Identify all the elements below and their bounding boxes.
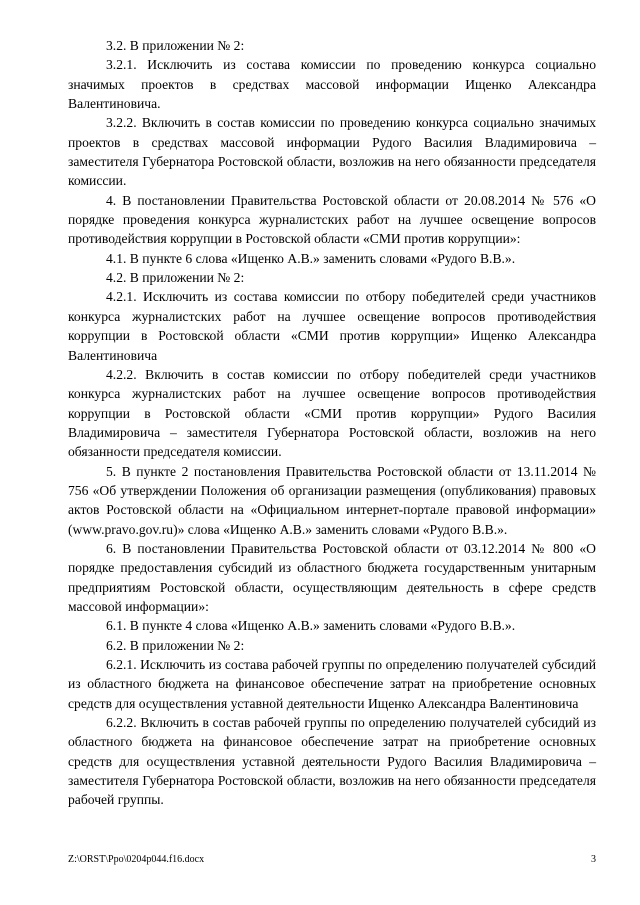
file-path: Z:\ORST\Ppo\0204p044.f16.docx — [68, 854, 205, 865]
page-number: 3 — [591, 854, 596, 865]
paragraph-6-2: 6.2. В приложении № 2: — [106, 637, 245, 653]
paragraph-4: 4. В постановлении Правительства Ростовской области от 20.08.2014 № 576 «О порядке проведения конкурса журналистских работ на лучшее освещение вопросов противодействия коррупции в Ростовской области «СМИ против коррупции»: — [68, 192, 596, 247]
paragraph-4-2: 4.2. В приложении № 2: — [106, 270, 245, 286]
document-body — [68, 36, 596, 810]
paragraph-3-2-2: 3.2.2. Включить в состав комиссии по проведению конкурса социально значимых проектов в средствах массовой информации Рудого Василия Владимировича – заместителя Губернатора Ростовской области, возложив на него обязанности председателя комиссии. — [68, 115, 596, 189]
paragraph-3-2-1: 3.2.1. Исключить из состава комиссии по проведению конкурса социально значимых проектов в средствах массовой информации Ищенко Александра Валентиновича. — [68, 57, 596, 112]
paragraph-6-2-2: 6.2.2. Включить в состав рабочей группы по определению получателей субсидий из областного бюджета на финансовое обеспечение затрат на приобретение основных средств для осуществления уставной деятельности Рудого Василия Владимировича – заместителя Губернатора Ростовской области, возложив на него обязанности председателя рабочей группы. — [68, 715, 596, 808]
paragraph-5: 5. В пункте 2 постановления Правительства Ростовской области от 13.11.2014 № 756 «Об утверждении Положения об организации размещения (опубликования) правовых актов Ростовской области на «Официальном интернет-портале правовой информации» (www.pravo.gov.ru)» слова «Ищенко А.В.» заменить словами «Рудого В.В.». — [68, 463, 596, 537]
paragraph-4-1: 4.1. В пункте 6 слова «Ищенко А.В.» заменить словами «Рудого В.В.». — [106, 250, 516, 266]
paragraph-6-2-1: 6.2.1. Исключить из состава рабочей группы по определению получателей субсидий из областного бюджета на финансовое обеспечение затрат на приобретение основных средств для осуществления уставной деятельности Ищенко Александра Валентиновича — [68, 657, 596, 711]
paragraph-4-2-2: 4.2.2. Включить в состав комиссии по отбору победителей среди участников конкурса журналистских работ на лучшее освещение вопросов противодействия коррупции в Ростовской области «СМИ против коррупции» Рудого Василия Владимировича – заместителя Губернатора Ростовской области, возложив на него обязанности председателя комиссии. — [68, 366, 596, 460]
paragraph-6: 6. В постановлении Правительства Ростовской области от 03.12.2014 № 800 «О порядке предоставления субсидий из областного бюджета государственным унитарным предприятиям Ростовской области, осуществляющим деятельность в сфере средств массовой информации»: — [68, 540, 596, 614]
paragraph-6-1: 6.1. В пункте 4 слова «Ищенко А.В.» заменить словами «Рудого В.В.». — [106, 618, 516, 634]
paragraph-4-2-1: 4.2.1. Исключить из состава комиссии по отбору победителей среди участников конкурса журналистских работ на лучшее освещение вопросов противодействия коррупции в Ростовской области «СМИ против коррупции» Ищенко Александра Валентиновича — [68, 289, 596, 363]
paragraph-3-2: 3.2. В приложении № 2: — [106, 38, 245, 53]
